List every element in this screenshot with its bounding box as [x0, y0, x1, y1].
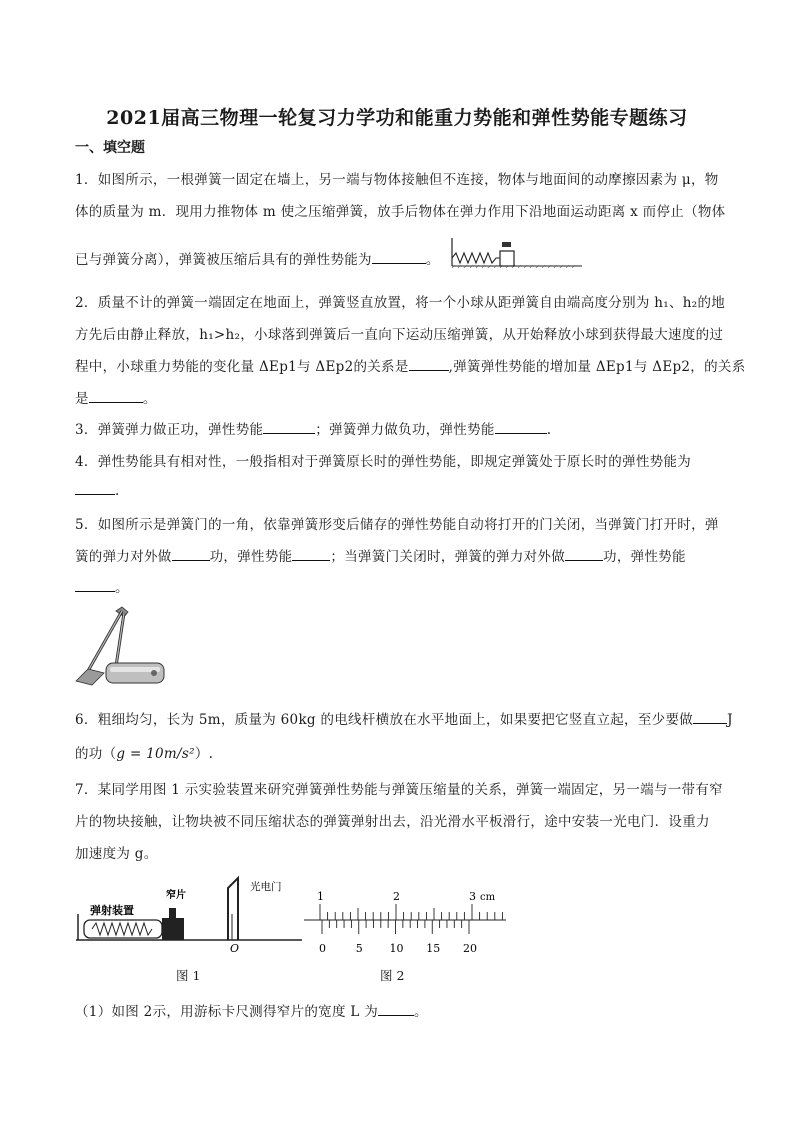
door-closer-figure	[70, 603, 174, 691]
q1-line-1: 1．如图所示，一根弹簧一固定在墙上，另一端与物体接触但不连接，物体与地面间的动摩擦因素为 μ，物	[75, 172, 719, 188]
launcher-label: 弹射装置	[90, 904, 134, 917]
vernier-label: 15	[426, 942, 441, 955]
q1-line-2: 体的质量为 m．现用力推物体 m 使之压缩弹簧，放手后物体在弹力作用下沿地面运动距离 x 而停止（物体	[75, 204, 726, 220]
gate-label: 光电门	[250, 881, 282, 893]
q6-line-2: 的功（g = 10m/s²）.	[75, 746, 214, 762]
section-heading: 一、填空题	[75, 140, 145, 156]
q5-line-2: 簧的弹力对外做 功，弹性势能 ；当弹簧门关闭时，弹簧的弹力对外做 功，弹性势能	[75, 549, 686, 565]
q5-line-3: 。	[75, 576, 129, 596]
q6-line-1: 6．粗细均匀，长为 5m，质量为 60kg 的电线杆横放在水平地面上，如果要把它竖直立起，至少要做 J	[75, 712, 733, 728]
q3-blank-1[interactable]	[263, 421, 315, 434]
main-scale-label: 3	[469, 890, 476, 903]
fig2-caption: 图 2	[380, 968, 405, 983]
photogate-icon	[228, 878, 238, 940]
q2-line-3: 程中，小球重力势能的变化量 ΔEp1与 ΔEp2的关系是 ,弹簧弹性势能的增加量 ΔEp1与 ΔEp2，的关系	[75, 359, 746, 375]
q2-blank-2[interactable]	[89, 390, 143, 403]
q1-spring-figure	[448, 236, 584, 270]
q4-blank[interactable]	[75, 482, 115, 495]
q2-line-2: 方先后由静止释放，h₁>h₂，小球落到弹簧后一直向下运动压缩弹簧，从开始释放小球到获得最大速度的过	[75, 327, 724, 343]
q2-line-1: 2．质量不计的弹簧一端固定在地面上，弹簧竖直放置，将一个小球从距弹簧自由端高度分别为 h₁、h₂的地	[75, 295, 726, 311]
q7-line-1: 7．某同学用图 1 示实验装置来研究弹簧弹性势能与弹簧压缩量的关系，弹簧一端固定，另一端与一带有窄	[75, 782, 723, 798]
q2-blank-1[interactable]	[409, 358, 449, 371]
vernier-label: 20	[463, 942, 477, 955]
fig1-caption: 图 1	[176, 968, 201, 983]
q5-line-1: 5．如图所示是弹簧门的一角，依靠弹簧形变后储存的弹性势能自动将打开的门关闭，当弹簧门打开时，弹	[75, 517, 719, 533]
fig1-apparatus	[74, 874, 306, 952]
q5-blank-2[interactable]	[292, 548, 330, 561]
vernier-label: 10	[389, 942, 404, 955]
main-scale-label: 1	[317, 890, 324, 903]
q1-text: 已与弹簧分离），弹簧被压缩后具有的弹性势能为	[75, 252, 372, 268]
vernier-label: 5	[355, 942, 363, 955]
spring-icon	[452, 253, 500, 263]
main-scale	[304, 890, 506, 920]
page-title: 2021届高三物理一轮复习力学功和能重力势能和弹性势能专题练习	[106, 107, 688, 129]
slit-label: 窄片	[166, 890, 186, 901]
q6-formula: g = 10m/s²	[116, 746, 195, 762]
q3-line: 3．弹簧弹力做正功，弹性势能 ；弹簧弹力做负功，弹性势能 .	[75, 422, 552, 438]
main-scale-label: 2	[393, 890, 400, 903]
block-icon	[162, 918, 184, 940]
vernier-label: 0	[319, 942, 326, 955]
q7-blank-1[interactable]	[378, 1003, 414, 1016]
q5-blank-3[interactable]	[565, 548, 603, 561]
q4-line-1: 4．弹性势能具有相对性，一般指相对于弹簧原长时的弹性势能，即规定弹簧处于原长时的弹性势能为	[75, 454, 692, 470]
q1-line-3: 已与弹簧分离），弹簧被压缩后具有的弹性势能为 。	[75, 252, 440, 268]
q7-sub1-line: （1）如图 2示，用游标卡尺测得窄片的宽度 L 为 。	[75, 1004, 428, 1020]
fig2-vernier-scale	[300, 886, 510, 958]
origin-label: O	[230, 942, 240, 952]
q2-line-4: 是 。	[75, 391, 157, 407]
unit-label: cm	[480, 892, 496, 903]
vernier-scale	[319, 920, 477, 955]
q1-blank[interactable]	[372, 251, 426, 264]
slit-icon	[169, 908, 176, 918]
q6-blank[interactable]	[693, 711, 727, 724]
q7-line-2: 片的物块接触，让物块被不同压缩状态的弹簧弹射出去，沿光滑水平板滑行，途中安装一光电门．设重力	[75, 814, 710, 830]
q4-line-2: .	[75, 482, 120, 499]
q3-blank-2[interactable]	[495, 421, 547, 434]
q5-blank-4[interactable]	[75, 579, 115, 592]
q7-line-3: 加速度为 g。	[75, 846, 158, 862]
block-icon	[500, 251, 514, 266]
q5-blank-1[interactable]	[172, 548, 210, 561]
